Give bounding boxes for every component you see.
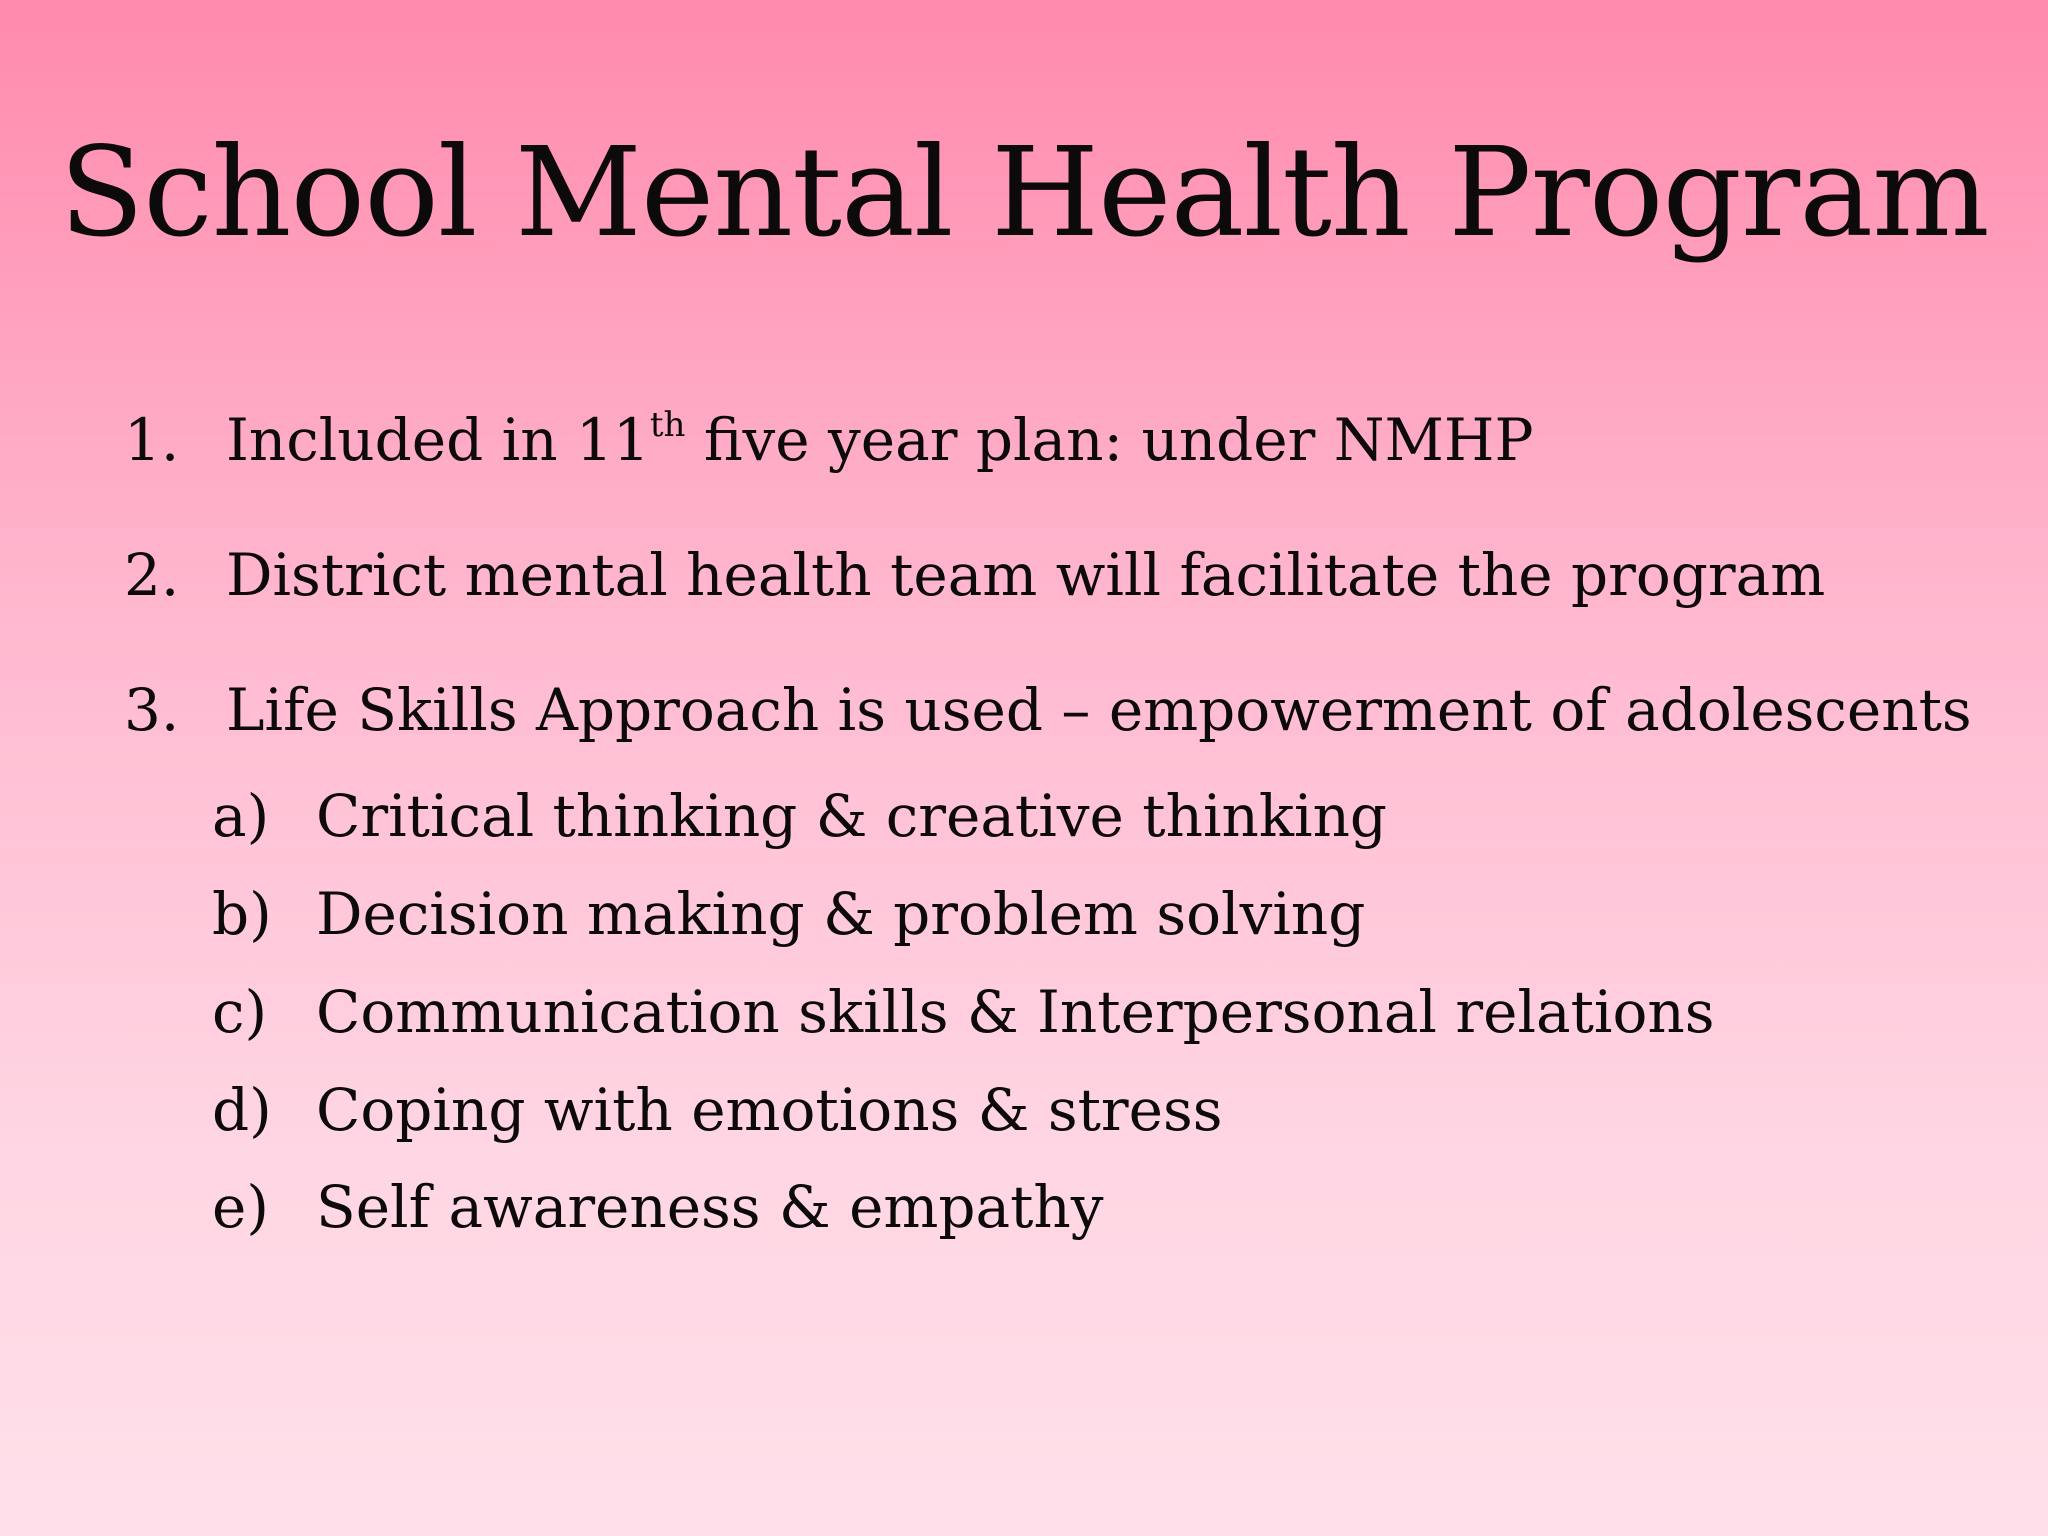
list-item-number: 3. bbox=[124, 676, 180, 744]
superscript: th bbox=[649, 404, 686, 445]
sub-list-item-letter: c) bbox=[212, 978, 268, 1046]
list-item-text bbox=[226, 405, 1534, 475]
sub-list-item-text: Critical thinking & creative thinking bbox=[316, 782, 1388, 850]
list-item-text: District mental health team will facilitate the program bbox=[226, 541, 1826, 609]
sub-list-item-letter: e) bbox=[212, 1173, 269, 1241]
sub-list-item-letter: b) bbox=[212, 880, 272, 948]
list-item-number: 2. bbox=[124, 541, 180, 609]
list-item-text-rest: five year plan: under NMHP bbox=[685, 406, 1534, 474]
list-item-text: Life Skills Approach is used – empowerment of adolescents bbox=[226, 676, 1972, 744]
sub-list-item-text: Self awareness & empathy bbox=[316, 1173, 1104, 1241]
sub-list-item-text: Coping with emotions & stress bbox=[316, 1076, 1223, 1144]
list-item-text-main: Included in 11 bbox=[226, 406, 650, 474]
slide-title: School Mental Health Program bbox=[59, 121, 1989, 265]
list-item-number: 1. bbox=[124, 406, 180, 474]
sub-list-item-letter: d) bbox=[212, 1076, 272, 1144]
sub-list-item-text: Decision making & problem solving bbox=[316, 880, 1366, 948]
sub-list-item-letter: a) bbox=[212, 782, 270, 850]
sub-list-item-text: Communication skills & Interpersonal relations bbox=[316, 978, 1715, 1046]
